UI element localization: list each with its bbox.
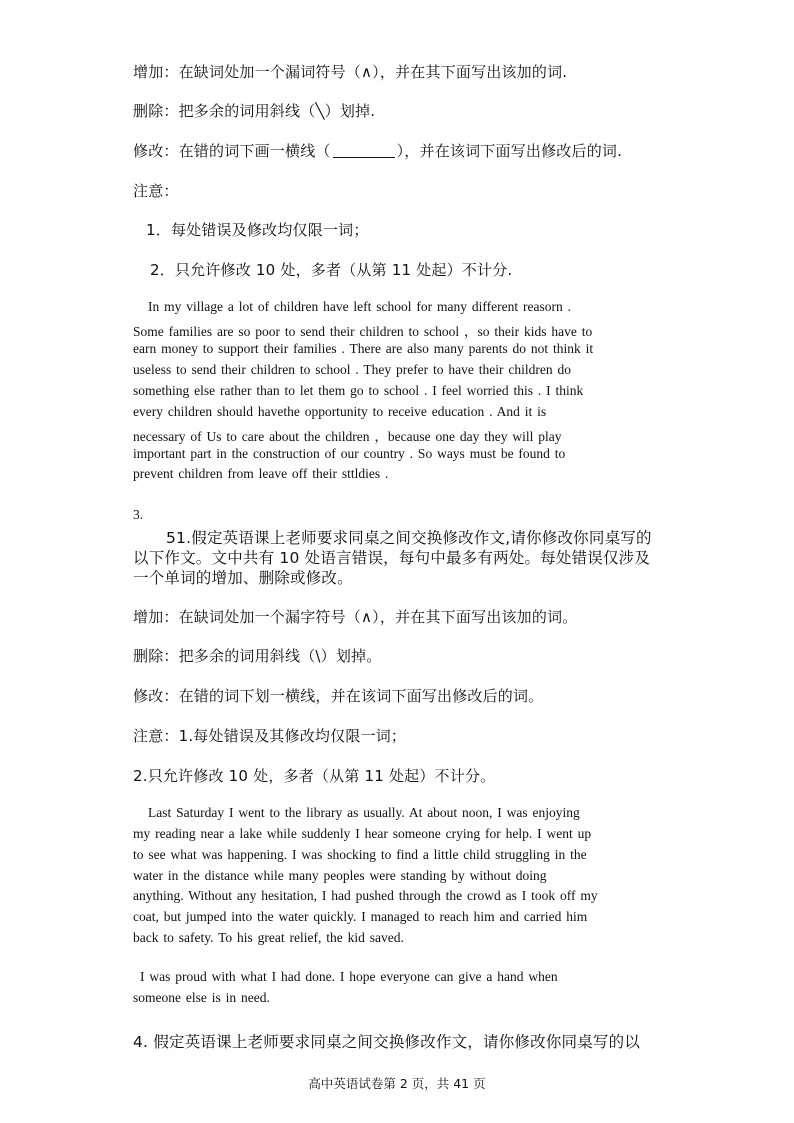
note-2-item-1: 注意：1.每处错误及其修改均仅限一词； bbox=[133, 727, 407, 745]
rule-delete-1: 删除：把多余的词用斜线（╲）划掉. bbox=[133, 102, 376, 120]
passage2-line: water in the distance while many peoples were standing by without doing bbox=[133, 868, 547, 883]
question-3-text: 以下作文。文中共有 10 处语言错误，每句中最多有两处。每处错误仅涉及 bbox=[133, 549, 651, 567]
passage1-line: necessary of Us to care about the children ，because one day they will play bbox=[133, 429, 562, 444]
rule-modify-1 bbox=[133, 140, 622, 161]
passage1-line: every children should havethe opportunity to receive education . And it is bbox=[133, 404, 547, 419]
question-4-text: 4. 假定英语课上老师要求同桌之间交换修改作文，请你修改你同桌写的以 bbox=[133, 1033, 641, 1051]
passage2-line: to see what was happening. I was shocking to find a little child struggling in the bbox=[133, 847, 587, 862]
question-3-text: 一个单词的增加、删除或修改。 bbox=[133, 569, 353, 587]
passage1-line: important part in the construction of our country . So ways must be found to bbox=[133, 446, 566, 461]
question-3-number: 3. bbox=[133, 507, 144, 522]
blank-underline bbox=[333, 157, 395, 158]
note-2-item-2: 2.只允许修改 10 处，多者（从第 11 处起）不计分。 bbox=[133, 767, 496, 785]
question-3-text: 51.假定英语课上老师要求同桌之间交换修改作文,请你修改你同桌写的 bbox=[166, 529, 652, 547]
rule-modify-1-after: ），并在该词下面写出修改后的词. bbox=[396, 142, 623, 160]
passage1-line: In my village a lot of children have left school for many different reasorn . bbox=[148, 299, 571, 314]
passage2b-line: I was proud with what I had done. I hope everyone can give a hand when bbox=[140, 969, 558, 984]
rule-modify-1-before: 修改：在错的词下画一横线（ bbox=[133, 142, 331, 160]
passage2-line: Last Saturday I went to the library as usually. At about noon, I was enjoying bbox=[148, 805, 580, 820]
passage1-line: prevent children from leave off their sttldies . bbox=[133, 466, 389, 481]
passage2-line: my reading near a lake while suddenly I hear someone crying for help. I went up bbox=[133, 826, 592, 841]
note-1-item-2: 2．只允许修改 10 处，多者（从第 11 处起）不计分. bbox=[150, 261, 513, 279]
note-1-item-1: 1．每处错误及修改均仅限一词； bbox=[146, 221, 369, 239]
passage2-line: anything. Without any hesitation, I had pushed through the crowd as I took off my bbox=[133, 888, 598, 903]
passage2-line: coat, but jumped into the water quickly. I managed to reach him and carried him bbox=[133, 909, 588, 924]
passage2-line: back to safety. To his great relief, the kid saved. bbox=[133, 930, 404, 945]
rule-add-2: 增加：在缺词处加一个漏字符号（∧），并在其下面写出该加的词。 bbox=[133, 608, 578, 626]
rule-modify-2: 修改：在错的词下划一横线，并在该词下面写出修改后的词。 bbox=[133, 687, 544, 705]
passage2b-line: someone else is in need. bbox=[133, 990, 270, 1005]
note-label-1: 注意： bbox=[133, 182, 179, 200]
passage1-line: something else rather than to let them go to school . I feel worried this . I think bbox=[133, 383, 584, 398]
rule-add-1: 增加：在缺词处加一个漏词符号（∧），并在其下面写出该加的词. bbox=[133, 63, 568, 81]
passage1-line: useless to send their children to school . They prefer to have their children do bbox=[133, 362, 572, 377]
page-footer: 高中英语试卷第 2 页，共 41 页 bbox=[308, 1076, 486, 1091]
passage1-line: Some families are so poor to send their children to school ，so their kids have to bbox=[133, 324, 593, 339]
passage1-line: earn money to support their families . There are also many parents do not think it bbox=[133, 341, 594, 356]
rule-delete-2: 删除：把多余的词用斜线（\）划掉。 bbox=[133, 647, 382, 665]
